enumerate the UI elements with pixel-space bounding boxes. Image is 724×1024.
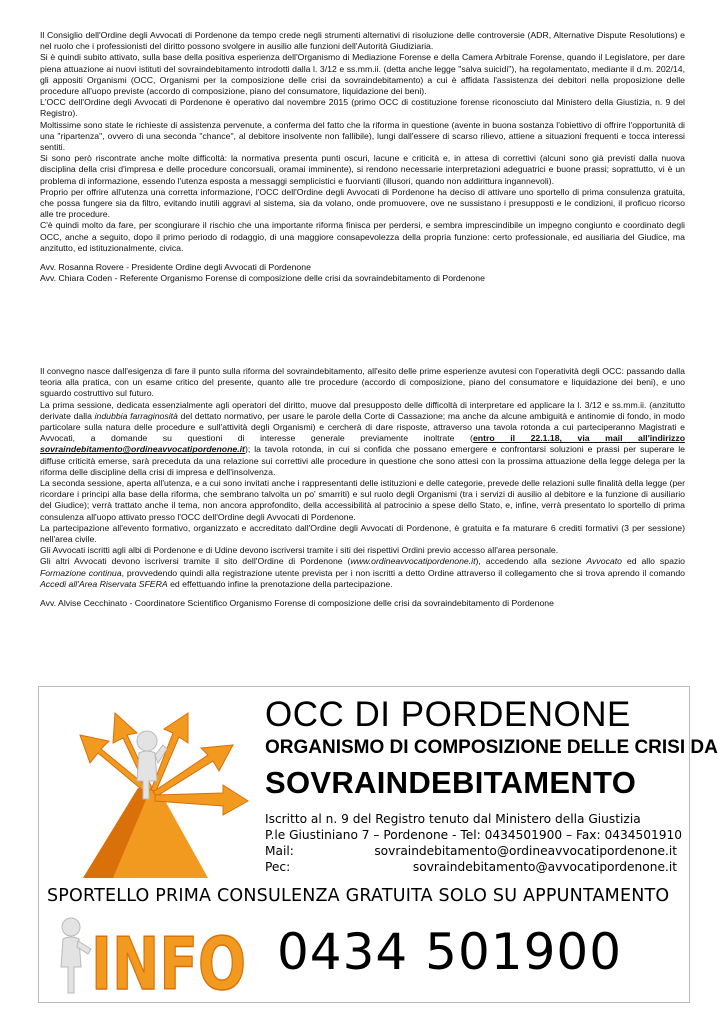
info-logo-text: INFO <box>91 922 246 1006</box>
intro-paragraph: Moltissime sono state le richieste di assistenza pervenute, a conferma del fatto che la riforma in questione (avente in buona sostanza l'obiettivo di offrire l'opportunità di una "ripartenza", ovvero di una seconda "chance", al debitore insolvente non fallibile), lungi dall'essere di scarso rilievo, attiene a situazioni frequenti e tocca interessi sentiti. <box>40 119 685 153</box>
section-name-formazione: Formazione continua <box>40 567 122 578</box>
address-phone-fax: P.le Giustiniano 7 – Pordenone - Tel: 0434501900 – Fax: 0434501910 <box>265 828 683 842</box>
text-run: La prima sessione, dedicata essenzialmente agli operatori del diritto, muove dal presupposto delle difficoltà di interpretare ed applicare la l. 3/12 e ss.mm.ii. (anzitutto derivate dalla <box>40 399 685 421</box>
intro-section <box>40 30 685 284</box>
pec-label: Pec: <box>265 860 291 874</box>
credits-paragraph: La partecipazione all'evento formativo, organizzato e accreditato dall'Ordine degli Avvocati di Pordenone, è gratuita e fa maturare 6 crediti formativi (3 per sessione) nell'area civile. <box>40 522 685 545</box>
occ-subtitle-line1: ORGANISMO DI COMPOSIZIONE DELLE CRISI DA <box>265 737 718 758</box>
convegno-section <box>40 366 685 609</box>
occ-banner <box>38 686 718 1006</box>
figure-icon <box>61 918 91 993</box>
text-run: ed allo spazio <box>621 556 686 567</box>
intro-paragraph: C'è quindi molto da fare, per scongiurare il rischio che una importante riforma finisca per perdersi, e sembra imprescindibile un impegno congiunto e coordinato degli OCC, anche a seguito, dopo il primo periodo di rodaggio, di una maggiore consapevolezza della propria funzione: certo professionale, ed ausiliaria del Giudice, ma anzitutto, ed istituzionalmente, civica. <box>40 220 685 253</box>
intro-paragraph: Si è quindi subito attivato, sulla base della positiva esperienza dell'Organismo di Mediazione Forense e della Camera Arbitrale Forense, quando il Legislatore, per dare piena attuazione ai nuovi istituti del sovraindebitamento introdotti dalla l. 3/12 e ss.mm.ii. (detta anche legge "salva suicidi"), ha regolamentato, mediante il d.m. 202/14, gli appositi Organismi (OCC, Organismi per la composizione delle crisi da sovraindebitamento) a cui è affidata l'assistenza dei debitori nella proposizione delle procedure all'uopo previste (accordo di composizione, piano del consumatore, liquidazione dei beni). <box>40 52 685 97</box>
text-run: ed effettuando infine la prenotazione della partecipazione. <box>167 578 393 589</box>
registration-others-paragraph <box>40 556 685 590</box>
registry-info: Iscritto al n. 9 del Registro tenuto dal Ministero della Giustizia <box>265 812 641 826</box>
mail-row <box>265 844 677 858</box>
intro-paragraph: L'OCC dell'Ordine degli Avvocati di Pordenone è operativo dal novembre 2015 (primo OCC di costituzione forense riconosciuto dal Ministero della Giustizia, n. 9 del Registro). <box>40 97 685 119</box>
occ-subtitle-line2: SOVRAINDEBITAMENTO <box>265 765 637 800</box>
text-run: ); la tavola rotonda, in cui si confida che possano emergere e confrontarsi soluzioni e prassi per superare le diffuse criticità emerse, sarà preceduta da una relazione sui correttivi alle procedure in questione che sono attesi con la prossima attuazione della legge delega per la riforma delle discipline della crisi di impresa e dell'insolvenza. <box>40 444 685 477</box>
text-run: ), accedendo alla sezione <box>475 556 587 567</box>
deadline-text: entro il 22.1.18, via mail all'indirizzo <box>472 433 685 444</box>
intro-paragraph: Il Consiglio dell'Ordine degli Avvocati di Pordenone da tempo crede negli strumenti alternativi di risoluzione delle controversie (ADR, Alternative Dispute Resolutions) e nel ruolo che i professionisti del diritto possono svolgere in ausilio alle funzioni dell'Autorità Giudiziaria. <box>40 30 685 52</box>
crossroads-arrows-illustration <box>43 693 258 878</box>
first-session-paragraph <box>40 400 685 478</box>
website-link[interactable]: www.ordineavvocatipordenone.it <box>350 556 476 567</box>
pec-row <box>265 860 677 874</box>
mail-label: Mail: <box>265 844 294 858</box>
submission-email-link[interactable]: sovraindebitamento@ordineavvocatipordenone.it <box>40 444 245 455</box>
registration-paragraph: Gli Avvocati iscritti agli albi di Pordenone e di Udine devono iscriversi tramite i siti dei rispettivi Ordini previo accesso all'area personale. <box>40 545 559 556</box>
sportello-heading: SPORTELLO PRIMA CONSULENZA GRATUITA SOLO SU APPUNTAMENTO <box>47 886 670 906</box>
second-session-paragraph: La seconda sessione, aperta all'utenza, e a cui sono invitati anche i rappresentanti delle istituzioni e delle categorie, prevede delle relazioni sulle finalità della legge (per ricordare i principi alla base della riforma, che sembrano talvolta un po' smarriti) e sul ruolo degli Organismi (tra i servizi di ausilio al debitore e la funzione di ausiliario del Giudice); verrà trattato anche il tema, non ancora approfondito, della accessibilità al patrocinio a spese dello Stato, e, infine, verrà presentato lo sportello di prima consulenza all'uopo attivato presso l'OCC dell'Ordine degli Avvocati di Pordenone. <box>40 478 685 522</box>
signature-cecchinato: Avv. Alvise Cecchinato - Coordinatore Scientifico Organismo Forense di composizione delle crisi da sovraindebitamento di Pordenone <box>40 598 554 609</box>
occ-title: OCC DI PORDENONE <box>265 695 631 734</box>
signature-rovere: Avv. Rosanna Rovere - Presidente Ordine degli Avvocati di Pordenone <box>40 262 311 273</box>
info-logo <box>47 915 252 1006</box>
section-name-avvocato: Avvocato <box>586 556 622 567</box>
intro-paragraph: Proprio per offrire all'utenza una corretta informazione, l'OCC dell'Ordine degli Avvocati di Pordenone ha deciso di attivare uno sportello di prima consulenza gratuita, che possa fungere sia da filtro, evitando inutili aggravi al sistema, sia da volano, onde promuovere, ove ne sussistano i presupposti e le condizioni, il proficuo ricorso alle tre procedure. <box>40 186 685 220</box>
text-run: del dettato normativo, per usare le parole della Corte di Cassazione; ma anche da alcune ambiguità e antinomie di fondo, in modo particolare sulla natura delle procedure e sull'attività degli Organismi) e cercherà di dare risposte, attraverso una tavola rotonda a cui parteciperanno Magistrati e Avvocati, a domande su questioni di interesse generale previamente inoltrate ( <box>40 410 685 444</box>
text-run: , provvedendo quindi alla registrazione utente prevista per i non iscritti a detto Ordine attraverso il collegamento che si trova aprendo il comando <box>121 567 685 578</box>
mail-address-link[interactable]: sovraindebitamento@ordineavvocatipordenone.it <box>374 844 677 858</box>
text-run: Gli altri Avvocati devono iscriversi tramite il sito dell'Ordine di Pordenone ( <box>40 556 351 567</box>
pec-address-link[interactable]: sovraindebitamento@avvocatipordenone.it <box>412 860 677 874</box>
text-run-italic: indubbia farraginosità <box>94 410 178 421</box>
signature-coden: Avv. Chiara Coden - Referente Organismo Forense di composizione delle crisi da sovraindebitamento di Pordenone <box>40 273 485 284</box>
intro-paragraph: Si sono però riscontrate anche molte difficoltà: la normativa presenta punti oscuri, lacune e criticità e, in attesa di correttivi (alcuni sono già previsti dalla nuova disciplina della crisi d'impresa e delle procedure concorsuali, oramai imminente), si rendono necessarie interpretazioni adeguatrici e buone prassi; soprattutto, vi è un problema di informazione, essendo l'utenza esposta a messaggi semplicistici e fuorvianti (illusori, quando non addirittura ingannevoli). <box>40 153 685 186</box>
command-name-accedi: Accedi all'Area Riservata SFERA <box>40 578 168 589</box>
convegno-paragraph: Il convegno nasce dall'esigenza di fare il punto sulla riforma del sovraindebitamento, all'esito delle prime esperienze avutesi con l'operatività degli OCC: passando dalla teoria alla pratica, con un esame critico del presente, quanto alle tre procedure (accordo di composizione, piano del consumatore e liquidazione dei beni), e uno sguardo costruttivo sul futuro. <box>40 366 685 399</box>
phone-number[interactable]: 0434 501900 <box>277 923 623 981</box>
